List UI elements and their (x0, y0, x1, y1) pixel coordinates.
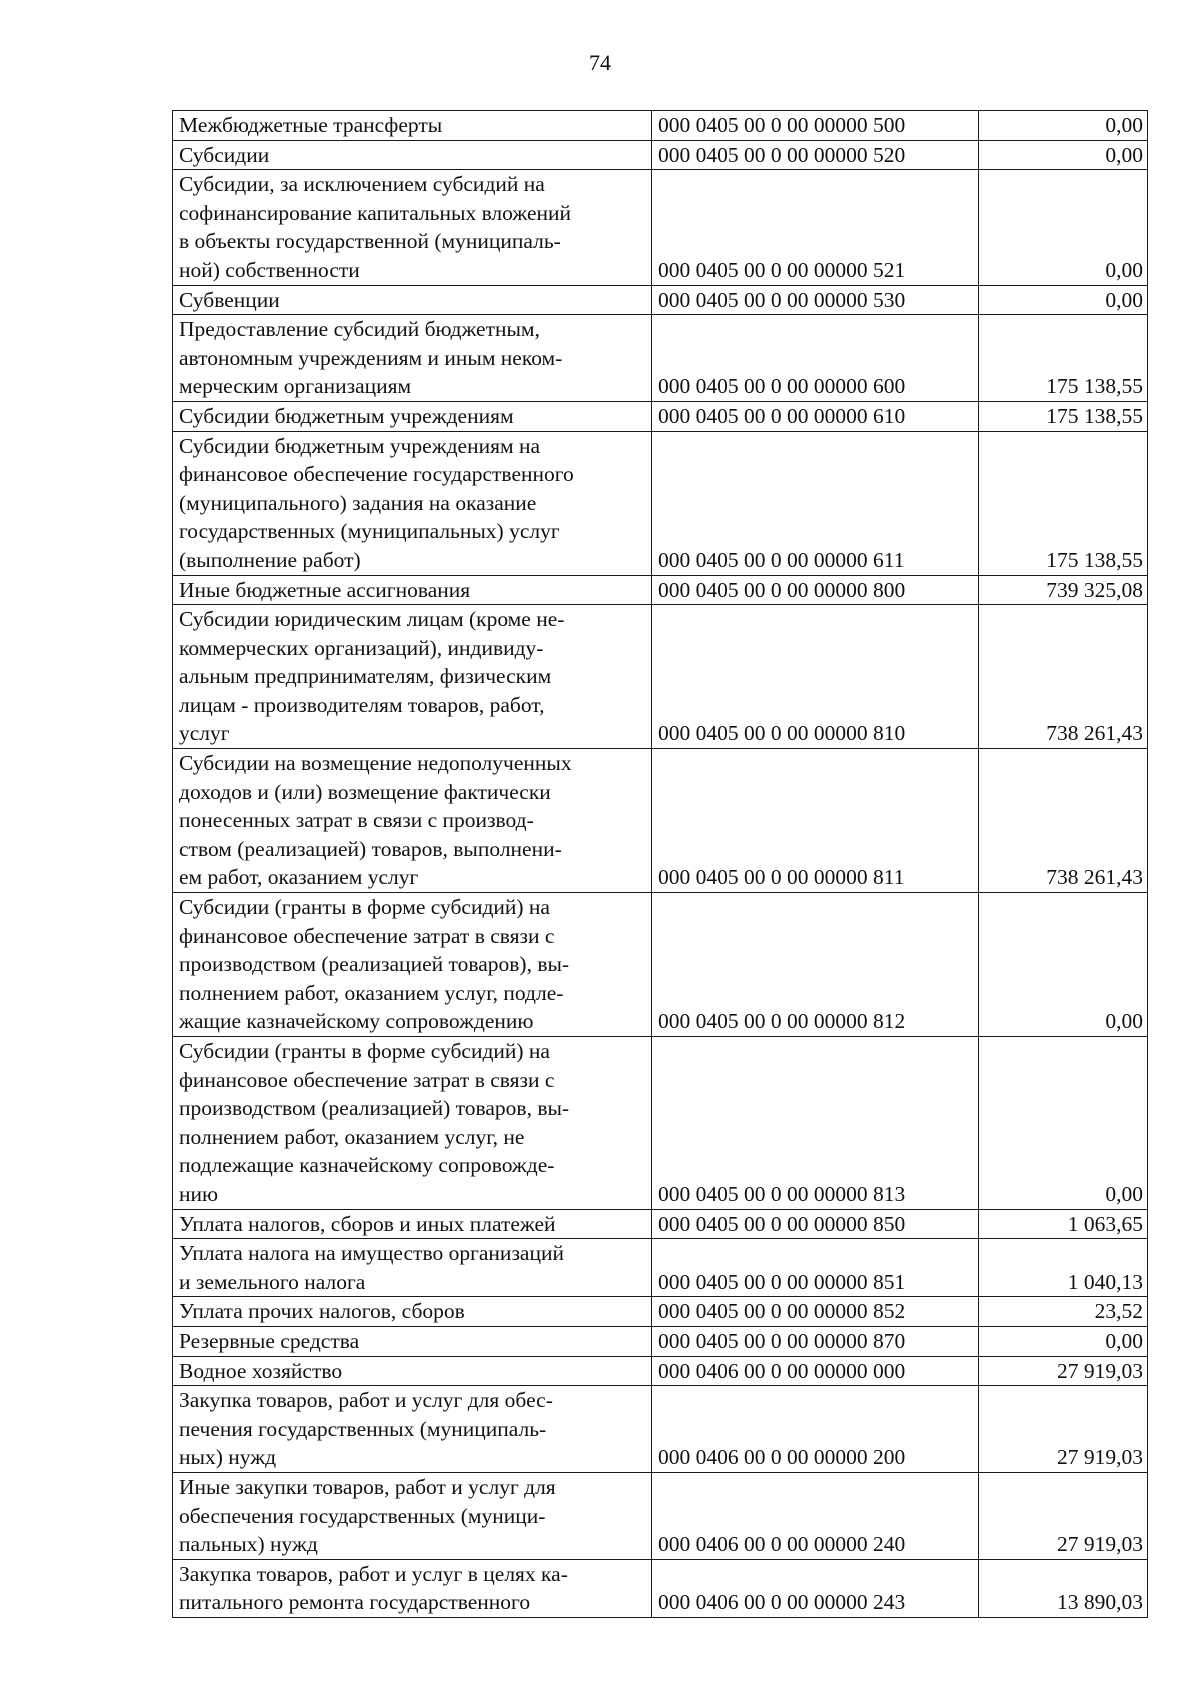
item-name-line: Межбюджетные трансферты (179, 113, 443, 137)
item-name-line: Уплата прочих налогов, сборов (179, 1299, 465, 1324)
amount-cell: 738 261,43 (979, 605, 1148, 749)
item-name-line: производством (реализацией) товаров, вы- (179, 1096, 570, 1121)
item-name-cell (173, 893, 652, 1037)
table-row (173, 1297, 1148, 1327)
item-name-line: пальных) нужд (179, 1532, 318, 1557)
table-row (173, 1472, 1148, 1559)
budget-table-body (173, 111, 1148, 1618)
item-name-line: жащие казначейскому сопровождению (179, 1009, 534, 1034)
item-name-line: лицам - производителям товаров, работ, (179, 692, 545, 717)
table-row (173, 749, 1148, 893)
item-name-cell (173, 1326, 652, 1356)
item-name-line: Иные бюджетные ассигнования (179, 577, 471, 602)
item-name-line: государственных (муниципальных) услуг (179, 519, 560, 544)
amount-cell: 13 890,03 (979, 1559, 1148, 1617)
item-name-line: доходов и (или) возмещение фактически (179, 779, 551, 804)
item-name-line: подлежащие казначейскому сопровожде- (179, 1153, 555, 1178)
table-row (173, 111, 1148, 141)
amount-cell: 27 919,03 (979, 1386, 1148, 1473)
amount-cell: 1 063,65 (979, 1209, 1148, 1239)
item-name-line: производством (реализацией товаров), вы- (179, 952, 570, 977)
item-name-line: (выполнение работ) (179, 547, 361, 572)
item-name-line: понесенных затрат в связи с производ- (179, 808, 534, 833)
budget-code-cell: 000 0406 00 0 00 00000 240 (652, 1472, 979, 1559)
amount-cell: 175 138,55 (979, 315, 1148, 402)
table-row (173, 1386, 1148, 1473)
item-name-line: Субсидии на возмещение недополученных (179, 751, 572, 776)
item-name-line: софинансирование капитальных вложений (179, 200, 572, 225)
item-name-cell (173, 140, 652, 170)
budget-code-cell: 000 0405 00 0 00 00000 611 (652, 431, 979, 575)
item-name-line: Субсидии бюджетным учреждениям на (179, 433, 540, 458)
item-name-cell (173, 1559, 652, 1617)
amount-cell: 0,00 (979, 111, 1148, 141)
item-name-line: Водное хозяйство (179, 1358, 343, 1383)
table-row (173, 431, 1148, 575)
item-name-line: Субсидии (179, 142, 270, 167)
budget-code-cell: 000 0405 00 0 00 00000 812 (652, 893, 979, 1037)
table-row (173, 1209, 1148, 1239)
item-name-line: Уплата налога на имущество организаций (179, 1241, 564, 1266)
budget-code-cell: 000 0406 00 0 00 00000 200 (652, 1386, 979, 1473)
budget-code-cell: 000 0405 00 0 00 00000 520 (652, 140, 979, 170)
item-name-line: Субвенции (179, 287, 280, 312)
item-name-line: в объекты государственной (муниципаль- (179, 229, 561, 254)
amount-cell: 0,00 (979, 1326, 1148, 1356)
item-name-cell (173, 170, 652, 285)
item-name-line: ных) нужд (179, 1445, 277, 1470)
item-name-cell (173, 575, 652, 605)
budget-code-cell: 000 0405 00 0 00 00000 852 (652, 1297, 979, 1327)
item-name-cell (173, 1472, 652, 1559)
amount-cell: 23,52 (979, 1297, 1148, 1327)
item-name-cell (173, 431, 652, 575)
amount-cell: 1 040,13 (979, 1239, 1148, 1297)
item-name-line: нию (179, 1181, 219, 1206)
item-name-line: Субсидии (гранты в форме субсидий) на (179, 895, 550, 920)
item-name-cell (173, 401, 652, 431)
amount-cell: 0,00 (979, 893, 1148, 1037)
amount-cell: 738 261,43 (979, 749, 1148, 893)
table-row (173, 315, 1148, 402)
item-name-line: Закупка товаров, работ и услуг в целях ка- (179, 1561, 568, 1586)
budget-table (172, 110, 1148, 1618)
item-name-cell (173, 605, 652, 749)
amount-cell: 0,00 (979, 170, 1148, 285)
amount-cell: 0,00 (979, 140, 1148, 170)
item-name-cell (173, 1037, 652, 1210)
item-name-line: альным предпринимателям, физическим (179, 664, 552, 689)
amount-cell: 0,00 (979, 285, 1148, 315)
item-name-line: автономным учреждениям и иным неком- (179, 345, 563, 370)
budget-code-cell: 000 0405 00 0 00 00000 810 (652, 605, 979, 749)
budget-code-cell: 000 0405 00 0 00 00000 870 (652, 1326, 979, 1356)
item-name-line: Резервные средства (179, 1328, 360, 1353)
table-row (173, 401, 1148, 431)
item-name-cell (173, 1386, 652, 1473)
item-name-line: Иные закупки товаров, работ и услуг для (179, 1474, 556, 1499)
item-name-line: финансовое обеспечение государственного (179, 462, 574, 487)
item-name-line: полнением работ, оказанием услуг, не (179, 1124, 525, 1149)
amount-cell: 175 138,55 (979, 401, 1148, 431)
item-name-cell (173, 1297, 652, 1327)
budget-code-cell: 000 0405 00 0 00 00000 851 (652, 1239, 979, 1297)
budget-code-cell: 000 0405 00 0 00 00000 811 (652, 749, 979, 893)
page-number: 74 (589, 50, 611, 75)
item-name-cell (173, 315, 652, 402)
item-name-cell (173, 111, 652, 141)
item-name-line: ем работ, оказанием услуг (179, 865, 419, 890)
item-name-line: мерческим организациям (179, 374, 412, 399)
table-row (173, 285, 1148, 315)
item-name-line: коммерческих организаций), индивиду- (179, 635, 544, 660)
item-name-line: Субсидии, за исключением субсидий на (179, 172, 545, 197)
item-name-line: услуг (179, 721, 230, 746)
table-row (173, 1326, 1148, 1356)
budget-code-cell: 000 0405 00 0 00 00000 850 (652, 1209, 979, 1239)
item-name-line: Уплата налогов, сборов и иных платежей (179, 1211, 556, 1236)
table-row (173, 575, 1148, 605)
budget-code-cell: 000 0405 00 0 00 00000 610 (652, 401, 979, 431)
item-name-line: Субсидии юридическим лицам (кроме не- (179, 607, 565, 632)
item-name-line: полнением работ, оказанием услуг, подле- (179, 980, 564, 1005)
amount-cell: 739 325,08 (979, 575, 1148, 605)
amount-cell: 0,00 (979, 1037, 1148, 1210)
item-name-line: печения государственных (муниципаль- (179, 1416, 547, 1441)
budget-code-cell: 000 0406 00 0 00 00000 243 (652, 1559, 979, 1617)
item-name-line: Закупка товаров, работ и услуг для обес- (179, 1388, 553, 1413)
budget-code-cell: 000 0405 00 0 00 00000 813 (652, 1037, 979, 1210)
item-name-line: (муниципального) задания на оказание (179, 490, 537, 515)
item-name-cell (173, 285, 652, 315)
item-name-line: Субсидии (гранты в форме субсидий) на (179, 1039, 550, 1063)
item-name-line: Субсидии бюджетным учреждениям (179, 403, 514, 428)
table-row (173, 170, 1148, 285)
item-name-line: питального ремонта государственного (179, 1590, 531, 1615)
item-name-line: финансовое обеспечение затрат в связи с (179, 923, 555, 948)
table-row (173, 1239, 1148, 1297)
item-name-cell (173, 749, 652, 893)
item-name-line: Предоставление субсидий бюджетным, (179, 317, 540, 342)
budget-code-cell: 000 0405 00 0 00 00000 521 (652, 170, 979, 285)
item-name-line: финансовое обеспечение затрат в связи с (179, 1067, 555, 1092)
table-row (173, 893, 1148, 1037)
table-row (173, 140, 1148, 170)
amount-cell: 27 919,03 (979, 1356, 1148, 1386)
table-row (173, 1356, 1148, 1386)
table-row (173, 605, 1148, 749)
budget-code-cell: 000 0405 00 0 00 00000 530 (652, 285, 979, 315)
budget-code-cell: 000 0405 00 0 00 00000 800 (652, 575, 979, 605)
budget-code-cell: 000 0406 00 0 00 00000 000 (652, 1356, 979, 1386)
item-name-line: обеспечения государственных (муници- (179, 1503, 546, 1528)
table-row (173, 1559, 1148, 1617)
table-row (173, 1037, 1148, 1210)
item-name-cell (173, 1239, 652, 1297)
item-name-line: ной) собственности (179, 257, 360, 282)
item-name-cell (173, 1356, 652, 1386)
amount-cell: 175 138,55 (979, 431, 1148, 575)
amount-cell: 27 919,03 (979, 1472, 1148, 1559)
item-name-line: ством (реализацией) товаров, выполнени- (179, 836, 562, 861)
budget-code-cell: 000 0405 00 0 00 00000 600 (652, 315, 979, 402)
budget-code-cell: 000 0405 00 0 00 00000 500 (652, 111, 979, 141)
item-name-line: и земельного налога (179, 1269, 366, 1294)
item-name-cell (173, 1209, 652, 1239)
